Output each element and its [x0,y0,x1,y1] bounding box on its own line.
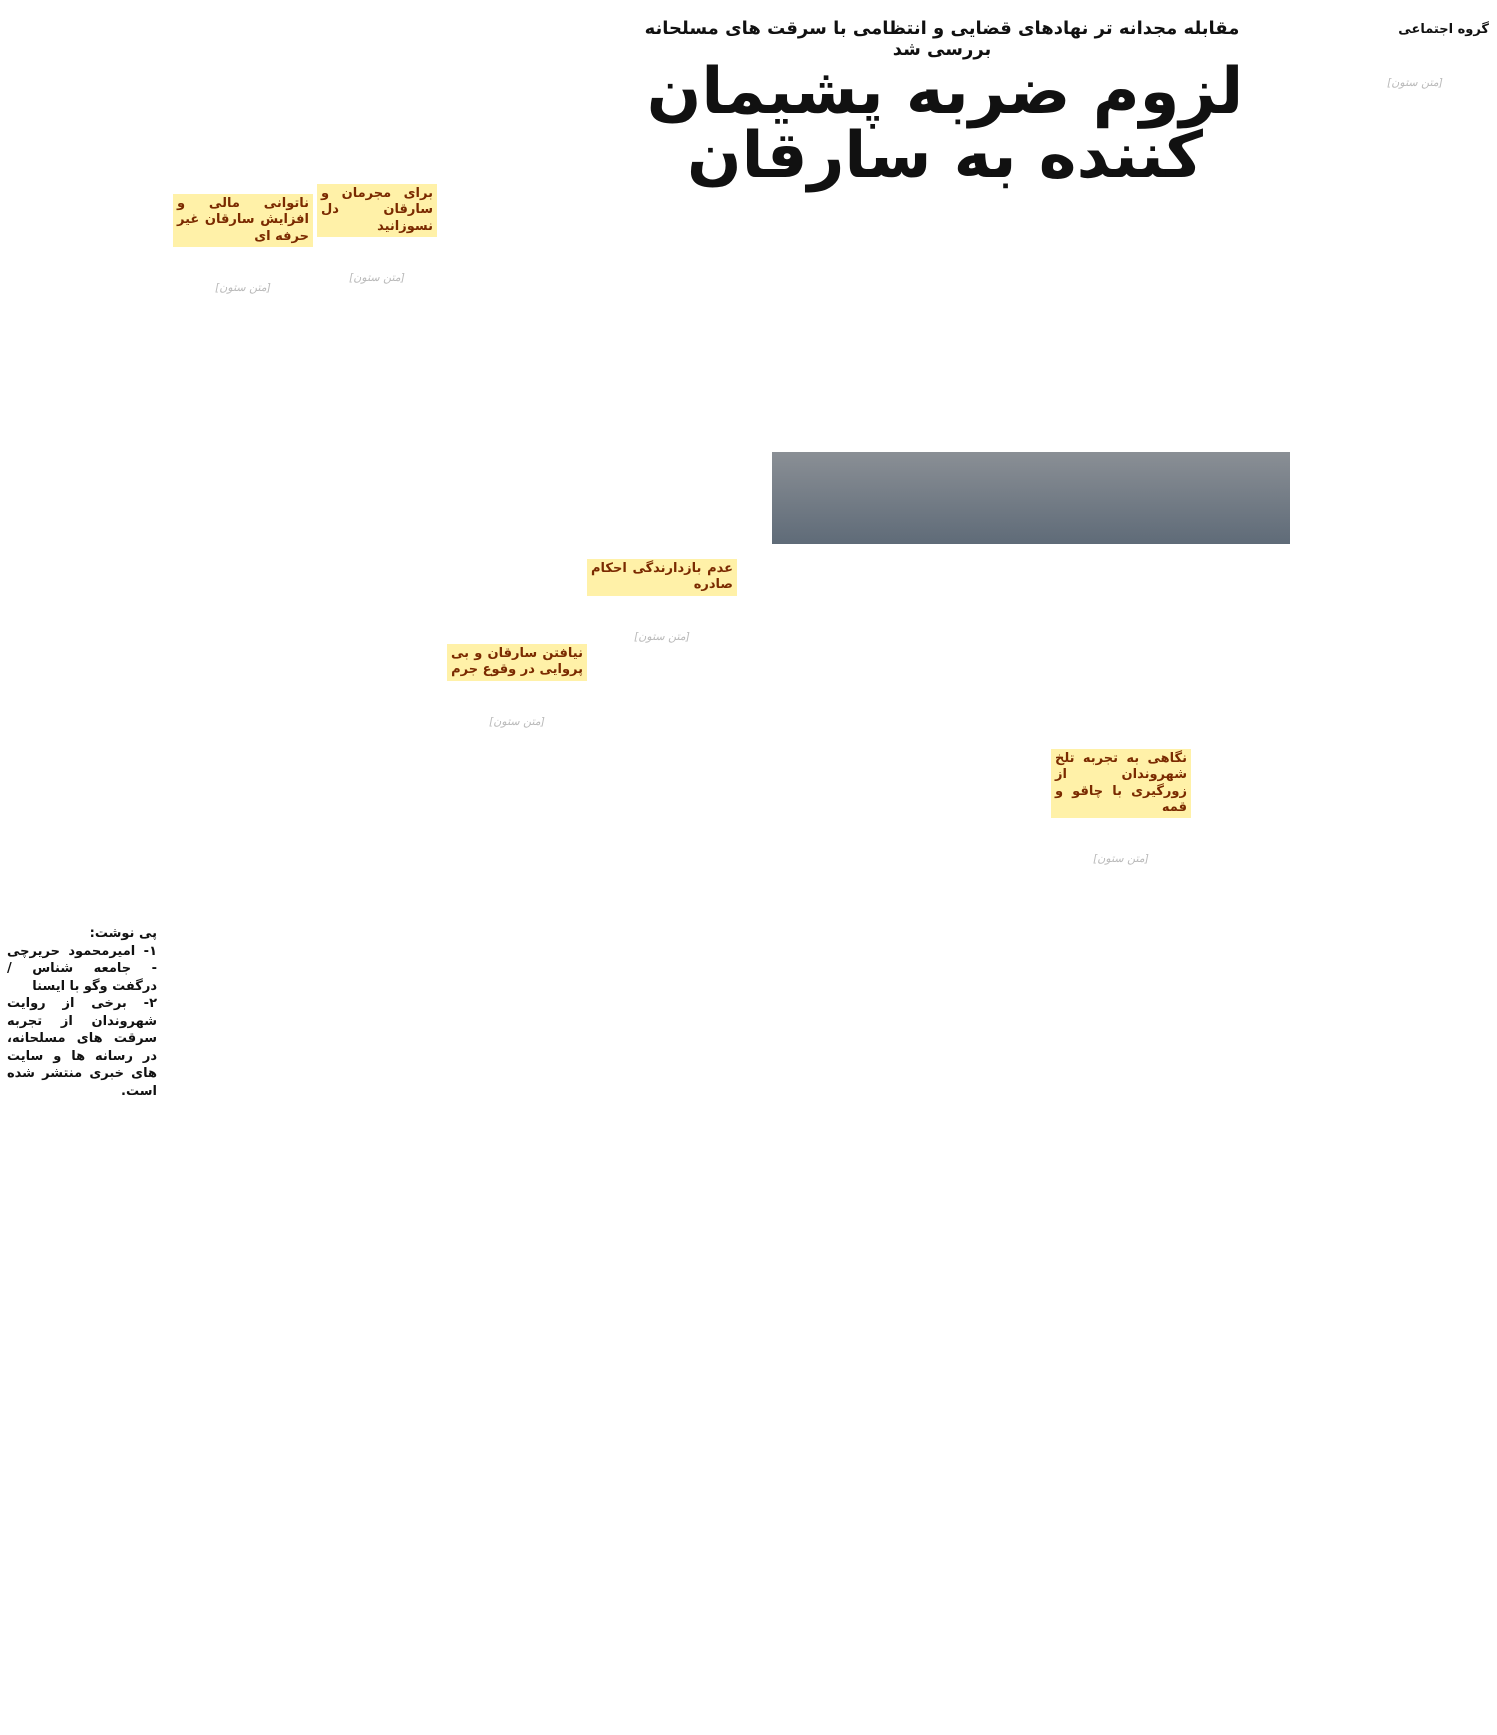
body-text-placeholder: [متن ستون] [349,270,405,284]
column-4 [587,555,737,1545]
body-text-placeholder: [متن ستون] [1093,852,1149,865]
photo [772,452,1290,544]
note: ۱- امیرمحمود حریرچی - جامعه شناس / درگفت وگو با ایسنا [7,943,157,994]
body-text-placeholder: [متن ستون] [634,629,690,643]
byline: گروه اجتماعی [1398,22,1489,37]
column-2 [1051,745,1191,1735]
headline: لزوم ضربه پشیمان کننده به سارقان [646,55,1244,193]
subheading: نیافتن سارقان و بی پروایی در وقوع جرم [447,644,587,681]
subheading: نگاهی به تجربه تلخ شهروندان از زورگیری با چاقو و قمه [1051,749,1191,818]
column-1 [1341,14,1489,1004]
column-7 [173,190,313,1180]
body-text-placeholder: [متن ستون] [1387,76,1443,90]
note: ۲- برخی از روایت شهروندان از تجربه سرقت های مسلحانه، در رسانه ها و سایت های خبری منتشر شده است. [7,996,157,1099]
subheading: عدم بازدارندگی احکام صادره [587,559,737,596]
body-text-placeholder: [متن ستون] [489,714,545,728]
notes-title: پی نوشت: [89,926,157,941]
kicker: مقابله مجدانه تر نهادهای قضایی و انتظامی با سرقت های مسلحانه بررسی شد [644,18,1240,60]
body-text-placeholder: [متن ستون] [215,280,271,294]
column-6 [317,180,437,1170]
subheading: برای مجرمان و سارقان دل نسوزانید [317,184,437,237]
column-5 [447,640,587,1630]
subheading: ناتوانی مالی و افزایش سارقان غیر حرفه ای [173,194,313,247]
column-10-notes [7,925,157,1099]
